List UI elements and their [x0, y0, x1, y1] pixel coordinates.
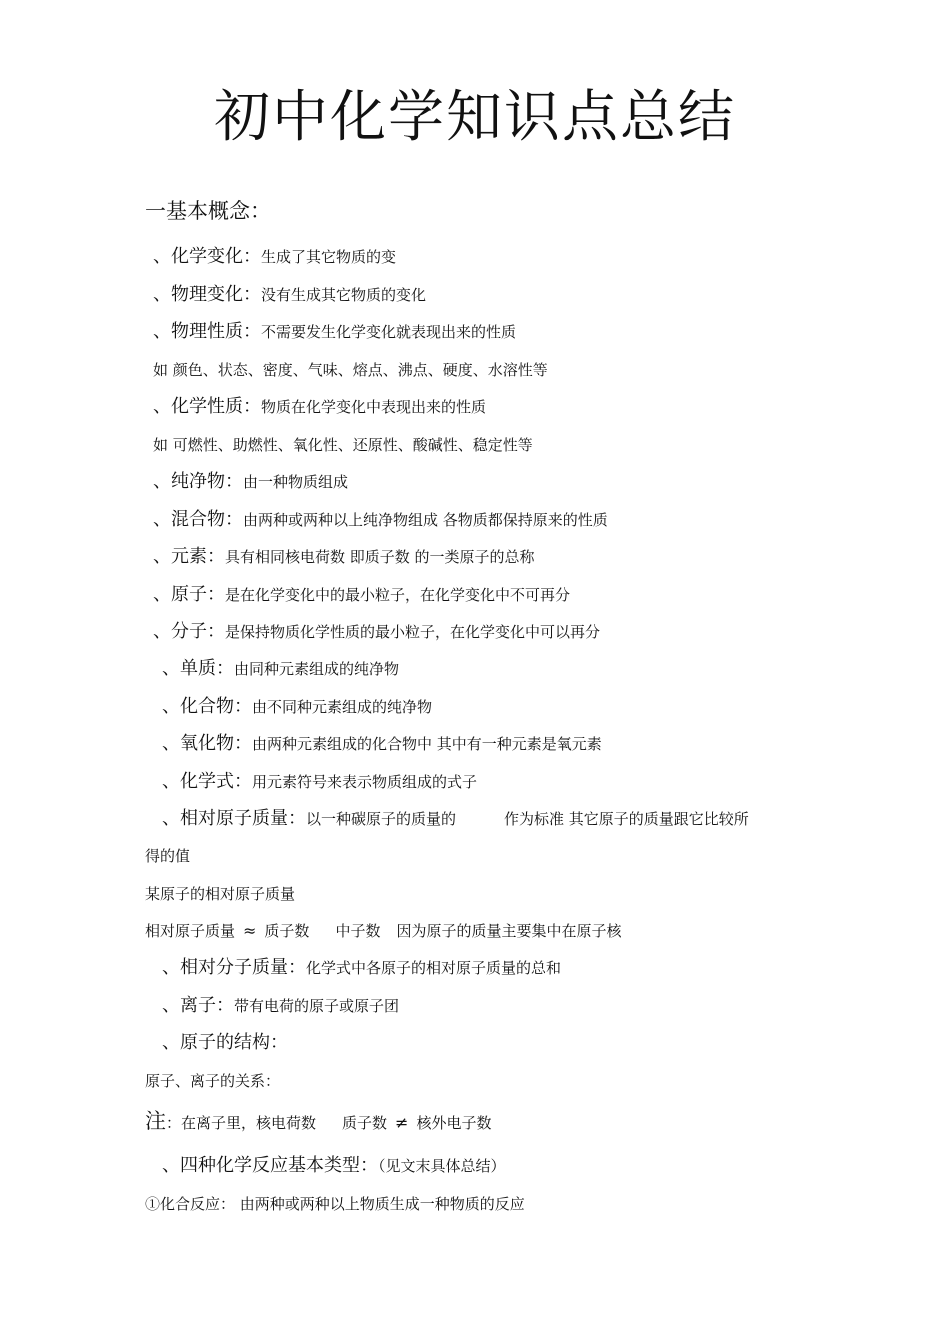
term: 、氧化物：	[162, 733, 252, 754]
list-item	[153, 282, 426, 308]
formula-label: 某原子的相对原子质量	[145, 885, 296, 903]
definition: 以一种碳原子的质量的	[306, 810, 457, 828]
list-item	[162, 656, 399, 682]
note-electron: 核外电子数	[416, 1114, 492, 1132]
term: 、化合物：	[162, 696, 252, 717]
list-item	[153, 319, 516, 345]
subheading: 原子、离子的关系：	[145, 1072, 281, 1090]
definition: 带有电荷的原子或原子团	[234, 997, 400, 1015]
term: 、离子：	[162, 995, 234, 1016]
list-item	[153, 244, 396, 270]
not-equal-symbol: ≠	[395, 1113, 409, 1132]
term: 、混合物：	[153, 509, 243, 530]
definition: 是保持物质化学性质的最小粒子，在化学变化中可以再分	[225, 623, 601, 641]
list-item	[153, 357, 548, 383]
list-item	[162, 806, 749, 832]
definition: 没有生成其它物质的变化	[261, 286, 427, 304]
list-item	[162, 993, 399, 1019]
list-item	[162, 1153, 506, 1179]
definition: 具有相同核电荷数 即质子数 的一类原子的总称	[225, 548, 535, 566]
term: 、相对分子质量：	[162, 957, 306, 978]
definition: 由两种或两种以上纯净物组成 各物质都保持原来的性质	[243, 511, 608, 529]
list-item	[145, 881, 295, 907]
page-title: 初中化学知识点总结	[214, 85, 736, 150]
definition: 由同种元素组成的纯净物	[234, 660, 400, 678]
note-proton: 质子数	[342, 1114, 388, 1132]
note-marker: 注	[145, 1109, 166, 1133]
list-item	[145, 918, 621, 944]
term: 、纯净物：	[153, 471, 243, 492]
definition: 是在化学变化中的最小粒子，在化学变化中不可再分	[225, 586, 571, 604]
term: 、化学式：	[162, 771, 252, 792]
approx-symbol: ≈	[243, 921, 257, 940]
continuation-text: 得的值	[145, 847, 191, 865]
term: 、元素：	[153, 546, 225, 567]
list-item	[145, 1108, 491, 1136]
term: 、相对原子质量：	[162, 808, 306, 829]
definition: （见文末具体总结）	[378, 1157, 506, 1175]
example-text: 如 可燃性、助燃性、氧化性、还原性、酸碱性、稳定性等	[153, 436, 533, 454]
list-item	[153, 544, 535, 570]
term: 、化学性质：	[153, 396, 261, 417]
term: 、分子：	[153, 621, 225, 642]
list-item	[162, 694, 432, 720]
definition: 用元素符号来表示物质组成的式子	[252, 773, 478, 791]
list-item	[145, 1068, 280, 1094]
example-text: 如 颜色、状态、密度、气味、熔点、沸点、硬度、水溶性等	[153, 361, 548, 379]
list-item	[145, 1191, 525, 1217]
formula-note: 因为原子的质量主要集中在原子核	[396, 922, 622, 940]
term: 、原子：	[153, 584, 225, 605]
formula-neutron: 中子数	[335, 922, 381, 940]
definition: 由两种元素组成的化合物中 其中有一种元素是氧元素	[252, 735, 602, 753]
list-item	[162, 955, 561, 981]
term: 、单质：	[162, 658, 234, 679]
reaction-type: ①化合反应： 由两种或两种以上物质生成一种物质的反应	[145, 1195, 525, 1213]
list-item	[145, 843, 190, 869]
list-item	[153, 432, 533, 458]
definition: 生成了其它物质的变	[261, 248, 397, 266]
section-heading: 一基本概念：	[145, 199, 271, 223]
list-item	[162, 1030, 288, 1056]
list-item	[153, 394, 486, 420]
definition: 不需要发生化学变化就表现出来的性质	[261, 323, 517, 341]
definition: 物质在化学变化中表现出来的性质	[261, 398, 487, 416]
term: 、物理变化：	[153, 284, 261, 305]
list-item	[153, 469, 348, 495]
term: 、四种化学反应基本类型：	[162, 1155, 378, 1176]
formula-proton: 质子数	[264, 922, 310, 940]
list-item	[153, 507, 608, 533]
definition-continued: 作为标准 其它原子的质量跟它比较所	[504, 810, 749, 828]
list-item	[153, 619, 600, 645]
definition: 由一种物质组成	[243, 473, 349, 491]
list-item	[153, 582, 570, 608]
definition: 化学式中各原子的相对原子质量的总和	[306, 959, 562, 977]
definition: 由不同种元素组成的纯净物	[252, 698, 433, 716]
list-item	[162, 731, 602, 757]
list-item	[162, 769, 477, 795]
term: 、化学变化：	[153, 246, 261, 267]
note-text: ：在离子里，核电荷数	[166, 1114, 317, 1132]
formula-left: 相对原子质量	[145, 922, 236, 940]
term: 、原子的结构：	[162, 1032, 288, 1053]
term: 、物理性质：	[153, 321, 261, 342]
